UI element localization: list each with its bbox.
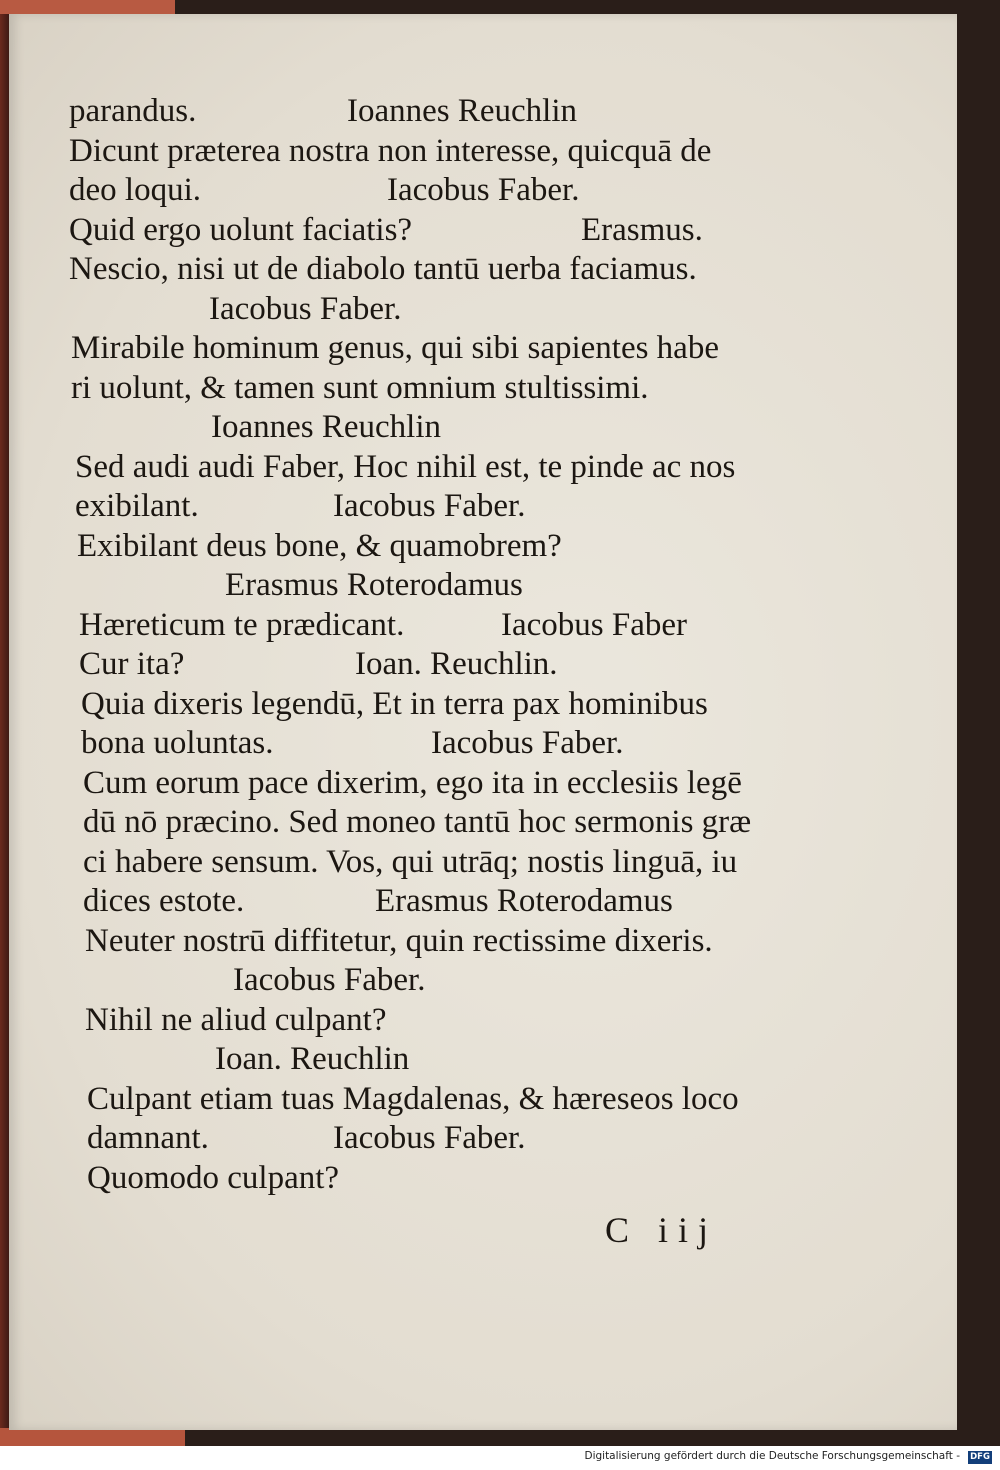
text-line (69, 132, 829, 172)
text-line (69, 448, 829, 488)
line-text: parandus. (69, 93, 197, 129)
line-text: Nescio, nisi ut de diabolo tantū uerba faciamus. (69, 251, 697, 287)
text-line (69, 645, 829, 685)
line-text: Nihil ne aliud culpant? (85, 1001, 387, 1038)
binding-edge-bottom (0, 1428, 185, 1446)
line-text: Exibilant deus bone, & quamobrem? (77, 527, 562, 564)
line-text: bona uoluntas. (81, 725, 274, 761)
line-text: damnant. (87, 1120, 209, 1156)
text-line (69, 1040, 829, 1080)
speaker-name: Iacobus Faber. (333, 488, 526, 524)
line-text: Cur ita? (79, 646, 185, 682)
line-text: ci habere sensum. Vos, qui utrāq; nostis linguā, iu (83, 843, 738, 880)
binding-edge-left (0, 0, 9, 1450)
line-text: Sed audi audi Faber, Hoc nihil est, te pinde ac nos (75, 448, 736, 485)
line-text: Mirabile hominum genus, qui sibi sapientes habe (71, 330, 719, 366)
speaker-name: Iacobus Faber. (431, 725, 624, 761)
text-line (69, 92, 829, 132)
line-text: Erasmus Roterodamus (225, 567, 523, 603)
line-text: Ioan. Reuchlin (215, 1041, 410, 1077)
speaker-name: Erasmus Roterodamus (375, 883, 673, 919)
text-line (69, 290, 829, 330)
text-line (69, 922, 829, 962)
text-line (69, 1001, 829, 1041)
line-text: dū nō præcino. Sed moneo tantū hoc sermonis græ (83, 804, 752, 840)
speaker-name: Iacobus Faber. (333, 1120, 526, 1156)
text-line (69, 1159, 829, 1199)
text-line (69, 606, 829, 646)
text-line (69, 803, 829, 843)
text-line (69, 250, 829, 290)
text-line (69, 882, 829, 922)
text-line (69, 408, 829, 448)
text-line (69, 566, 829, 606)
page-text-block (69, 92, 829, 1198)
speaker-name: Iacobus Faber (501, 606, 688, 643)
speaker-name: Erasmus. (581, 211, 703, 248)
text-line (69, 961, 829, 1001)
line-text: ri uolunt, & tamen sunt omnium stultissimi. (71, 369, 649, 406)
line-text: dices estote. (83, 883, 245, 919)
footer-credit-text: Digitalisierung gefördert durch die Deutsche Forschungsgemeinschaft - (584, 1450, 960, 1462)
line-text: Quid ergo uolunt faciatis? (69, 211, 413, 248)
text-line (69, 843, 829, 883)
line-text: exibilant. (75, 488, 199, 524)
text-line (69, 724, 829, 764)
line-text: Quomodo culpant? (87, 1159, 340, 1196)
text-line (69, 1119, 829, 1159)
line-text: Culpant etiam tuas Magdalenas, & hæreseos loco (87, 1080, 739, 1117)
text-line (69, 211, 829, 251)
text-line (69, 329, 829, 369)
line-text: Iacobus Faber. (233, 962, 426, 998)
text-line (69, 369, 829, 409)
line-text: Iacobus Faber. (209, 290, 402, 327)
text-line (69, 764, 829, 804)
binding-edge-top (0, 0, 175, 14)
line-text: Ioannes Reuchlin (211, 409, 442, 445)
text-line (69, 1080, 829, 1120)
line-text: Hæreticum te prædicant. (79, 606, 405, 643)
speaker-name: Ioan. Reuchlin. (355, 646, 558, 682)
line-text: Neuter nostrū diffitetur, quin rectissime dixeris. (85, 922, 713, 959)
line-text: Dicunt præterea nostra non interesse, quicquā de (69, 132, 712, 169)
text-line (69, 171, 829, 211)
text-line (69, 685, 829, 725)
speaker-name: Ioannes Reuchlin (347, 93, 578, 129)
line-text: Cum eorum pace dixerim, ego ita in ecclesiis legē (83, 764, 742, 801)
book-page (9, 14, 957, 1430)
line-text: Quia dixeris legendū, Et in terra pax hominibus (81, 685, 708, 722)
text-line (69, 527, 829, 567)
dfg-logo: DFG (968, 1451, 992, 1464)
signature-mark: C iij (605, 1210, 719, 1250)
speaker-name: Iacobus Faber. (387, 172, 580, 208)
text-line (69, 487, 829, 527)
line-text: deo loqui. (69, 172, 201, 208)
footer-bar (0, 1446, 1000, 1470)
